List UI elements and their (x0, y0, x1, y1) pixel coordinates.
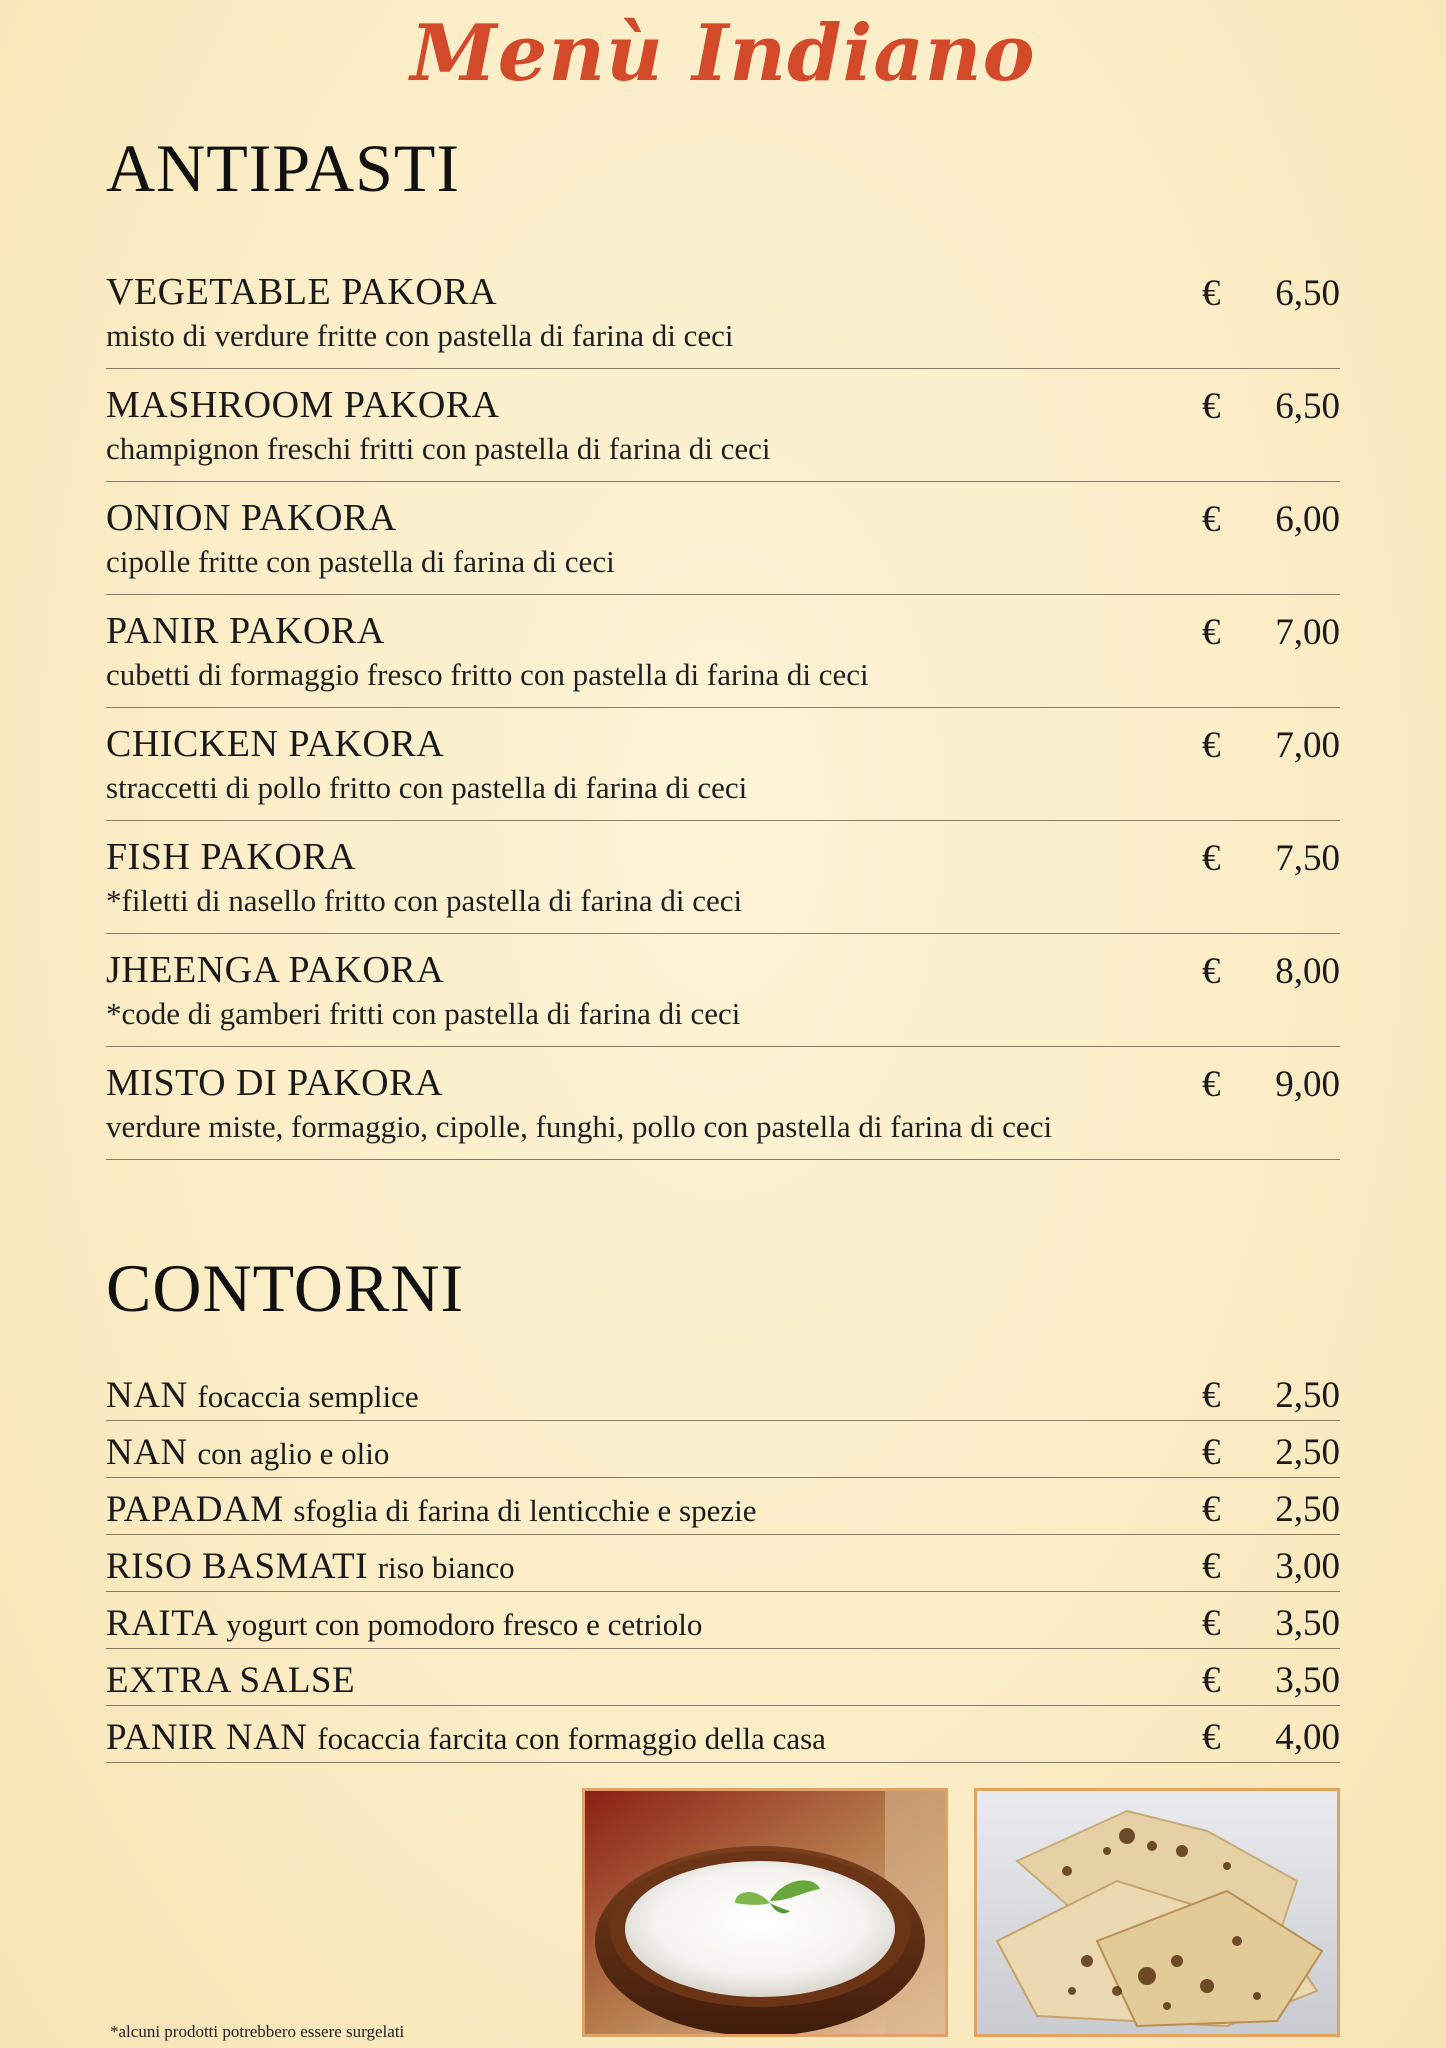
item-title: PAPADAM (106, 1489, 284, 1530)
menu-title: Menù Indiano (410, 8, 1036, 99)
menu-item (106, 595, 1340, 708)
item-name (106, 1431, 389, 1476)
currency-symbol: € (1202, 1660, 1221, 1701)
item-description: riso bianco (377, 1550, 515, 1585)
contorni-list (106, 1364, 1340, 1763)
currency-symbol: € (1202, 1432, 1221, 1473)
menu-item (106, 934, 1340, 1047)
naan-bread-image (977, 1791, 1337, 2034)
item-price: 8,00 (1275, 951, 1340, 992)
currency-symbol: € (1202, 1546, 1221, 1587)
currency-symbol: € (1202, 1489, 1221, 1530)
antipasti-list (106, 256, 1340, 1160)
menu-item (106, 1592, 1340, 1649)
item-title: NAN (106, 1432, 188, 1473)
item-description: yogurt con pomodoro fresco e cetriolo (226, 1607, 703, 1642)
item-description: focaccia farcita con formaggio della casa (317, 1721, 826, 1756)
item-description: champignon freschi fritti con pastella di farina di ceci (106, 431, 771, 466)
currency-symbol: € (1202, 499, 1221, 540)
item-price: 7,50 (1275, 838, 1340, 879)
item-description: focaccia semplice (197, 1379, 419, 1414)
rice-bowl-image (585, 1791, 945, 2034)
footnote: *alcuni prodotti potrebbero essere surgelati (110, 2022, 405, 2041)
currency-symbol: € (1202, 1717, 1221, 1758)
item-description: sfoglia di farina di lenticchie e spezie (293, 1493, 757, 1528)
item-title: NAN (106, 1375, 188, 1416)
section-heading-contorni: CONTORNI (106, 1250, 465, 1326)
item-name: ONION PAKORA (106, 497, 397, 539)
currency-symbol: € (1202, 1064, 1221, 1105)
item-price: 2,50 (1275, 1489, 1340, 1530)
menu-item (106, 482, 1340, 595)
item-title: RAITA (106, 1603, 217, 1644)
item-name (106, 1602, 702, 1647)
menu-item (106, 1649, 1340, 1706)
item-name: MASHROOM PAKORA (106, 384, 500, 426)
item-description: verdure miste, formaggio, cipolle, funghi, pollo con pastella di farina di ceci (106, 1109, 1053, 1144)
currency-symbol: € (1202, 1375, 1221, 1416)
menu-item (106, 1706, 1340, 1763)
item-description: straccetti di pollo fritto con pastella di farina di ceci (106, 770, 748, 805)
item-price: 6,50 (1275, 386, 1340, 427)
item-description: *filetti di nasello fritto con pastella di farina di ceci (106, 883, 743, 918)
naan-bread-photo (974, 1788, 1340, 2037)
item-price: 3,50 (1275, 1660, 1340, 1701)
menu-item (106, 821, 1340, 934)
item-price: 4,00 (1275, 1717, 1340, 1758)
item-name: CHICKEN PAKORA (106, 723, 445, 765)
item-price: 2,50 (1275, 1375, 1340, 1416)
item-name (106, 1545, 515, 1590)
item-description: cubetti di formaggio fresco fritto con pastella di farina di ceci (106, 657, 869, 692)
currency-symbol: € (1202, 838, 1221, 879)
item-price: 2,50 (1275, 1432, 1340, 1473)
currency-symbol: € (1202, 386, 1221, 427)
item-name (106, 1488, 756, 1533)
rice-bowl-photo (582, 1788, 948, 2037)
item-price: 3,50 (1275, 1603, 1340, 1644)
item-price: 7,00 (1275, 612, 1340, 653)
currency-symbol: € (1202, 1603, 1221, 1644)
item-title: RISO BASMATI (106, 1546, 368, 1587)
menu-item (106, 1421, 1340, 1478)
menu-item (106, 1478, 1340, 1535)
currency-symbol: € (1202, 612, 1221, 653)
item-name (106, 1716, 826, 1761)
menu-item (106, 1535, 1340, 1592)
item-price: 6,50 (1275, 273, 1340, 314)
item-title: EXTRA SALSE (106, 1660, 356, 1701)
menu-item (106, 1364, 1340, 1421)
item-name (106, 1659, 355, 1704)
item-description: misto di verdure fritte con pastella di farina di ceci (106, 318, 734, 353)
currency-symbol: € (1202, 725, 1221, 766)
item-name: FISH PAKORA (106, 836, 357, 878)
item-name (106, 1374, 419, 1419)
item-name: JHEENGA PAKORA (106, 949, 445, 991)
item-description: *code di gamberi fritti con pastella di farina di ceci (106, 996, 741, 1031)
item-description: con aglio e olio (197, 1436, 390, 1471)
item-description: cipolle fritte con pastella di farina di ceci (106, 544, 615, 579)
menu-item (106, 1047, 1340, 1160)
menu-item (106, 256, 1340, 369)
item-price: 7,00 (1275, 725, 1340, 766)
item-title: PANIR NAN (106, 1717, 308, 1758)
item-name: PANIR PAKORA (106, 610, 385, 652)
currency-symbol: € (1202, 273, 1221, 314)
item-price: 9,00 (1275, 1064, 1340, 1105)
item-price: 3,00 (1275, 1546, 1340, 1587)
menu-item (106, 708, 1340, 821)
menu-item (106, 369, 1340, 482)
item-name: MISTO DI PAKORA (106, 1062, 443, 1104)
item-price: 6,00 (1275, 499, 1340, 540)
currency-symbol: € (1202, 951, 1221, 992)
section-heading-antipasti: ANTIPASTI (106, 130, 461, 206)
item-name: VEGETABLE PAKORA (106, 271, 497, 313)
